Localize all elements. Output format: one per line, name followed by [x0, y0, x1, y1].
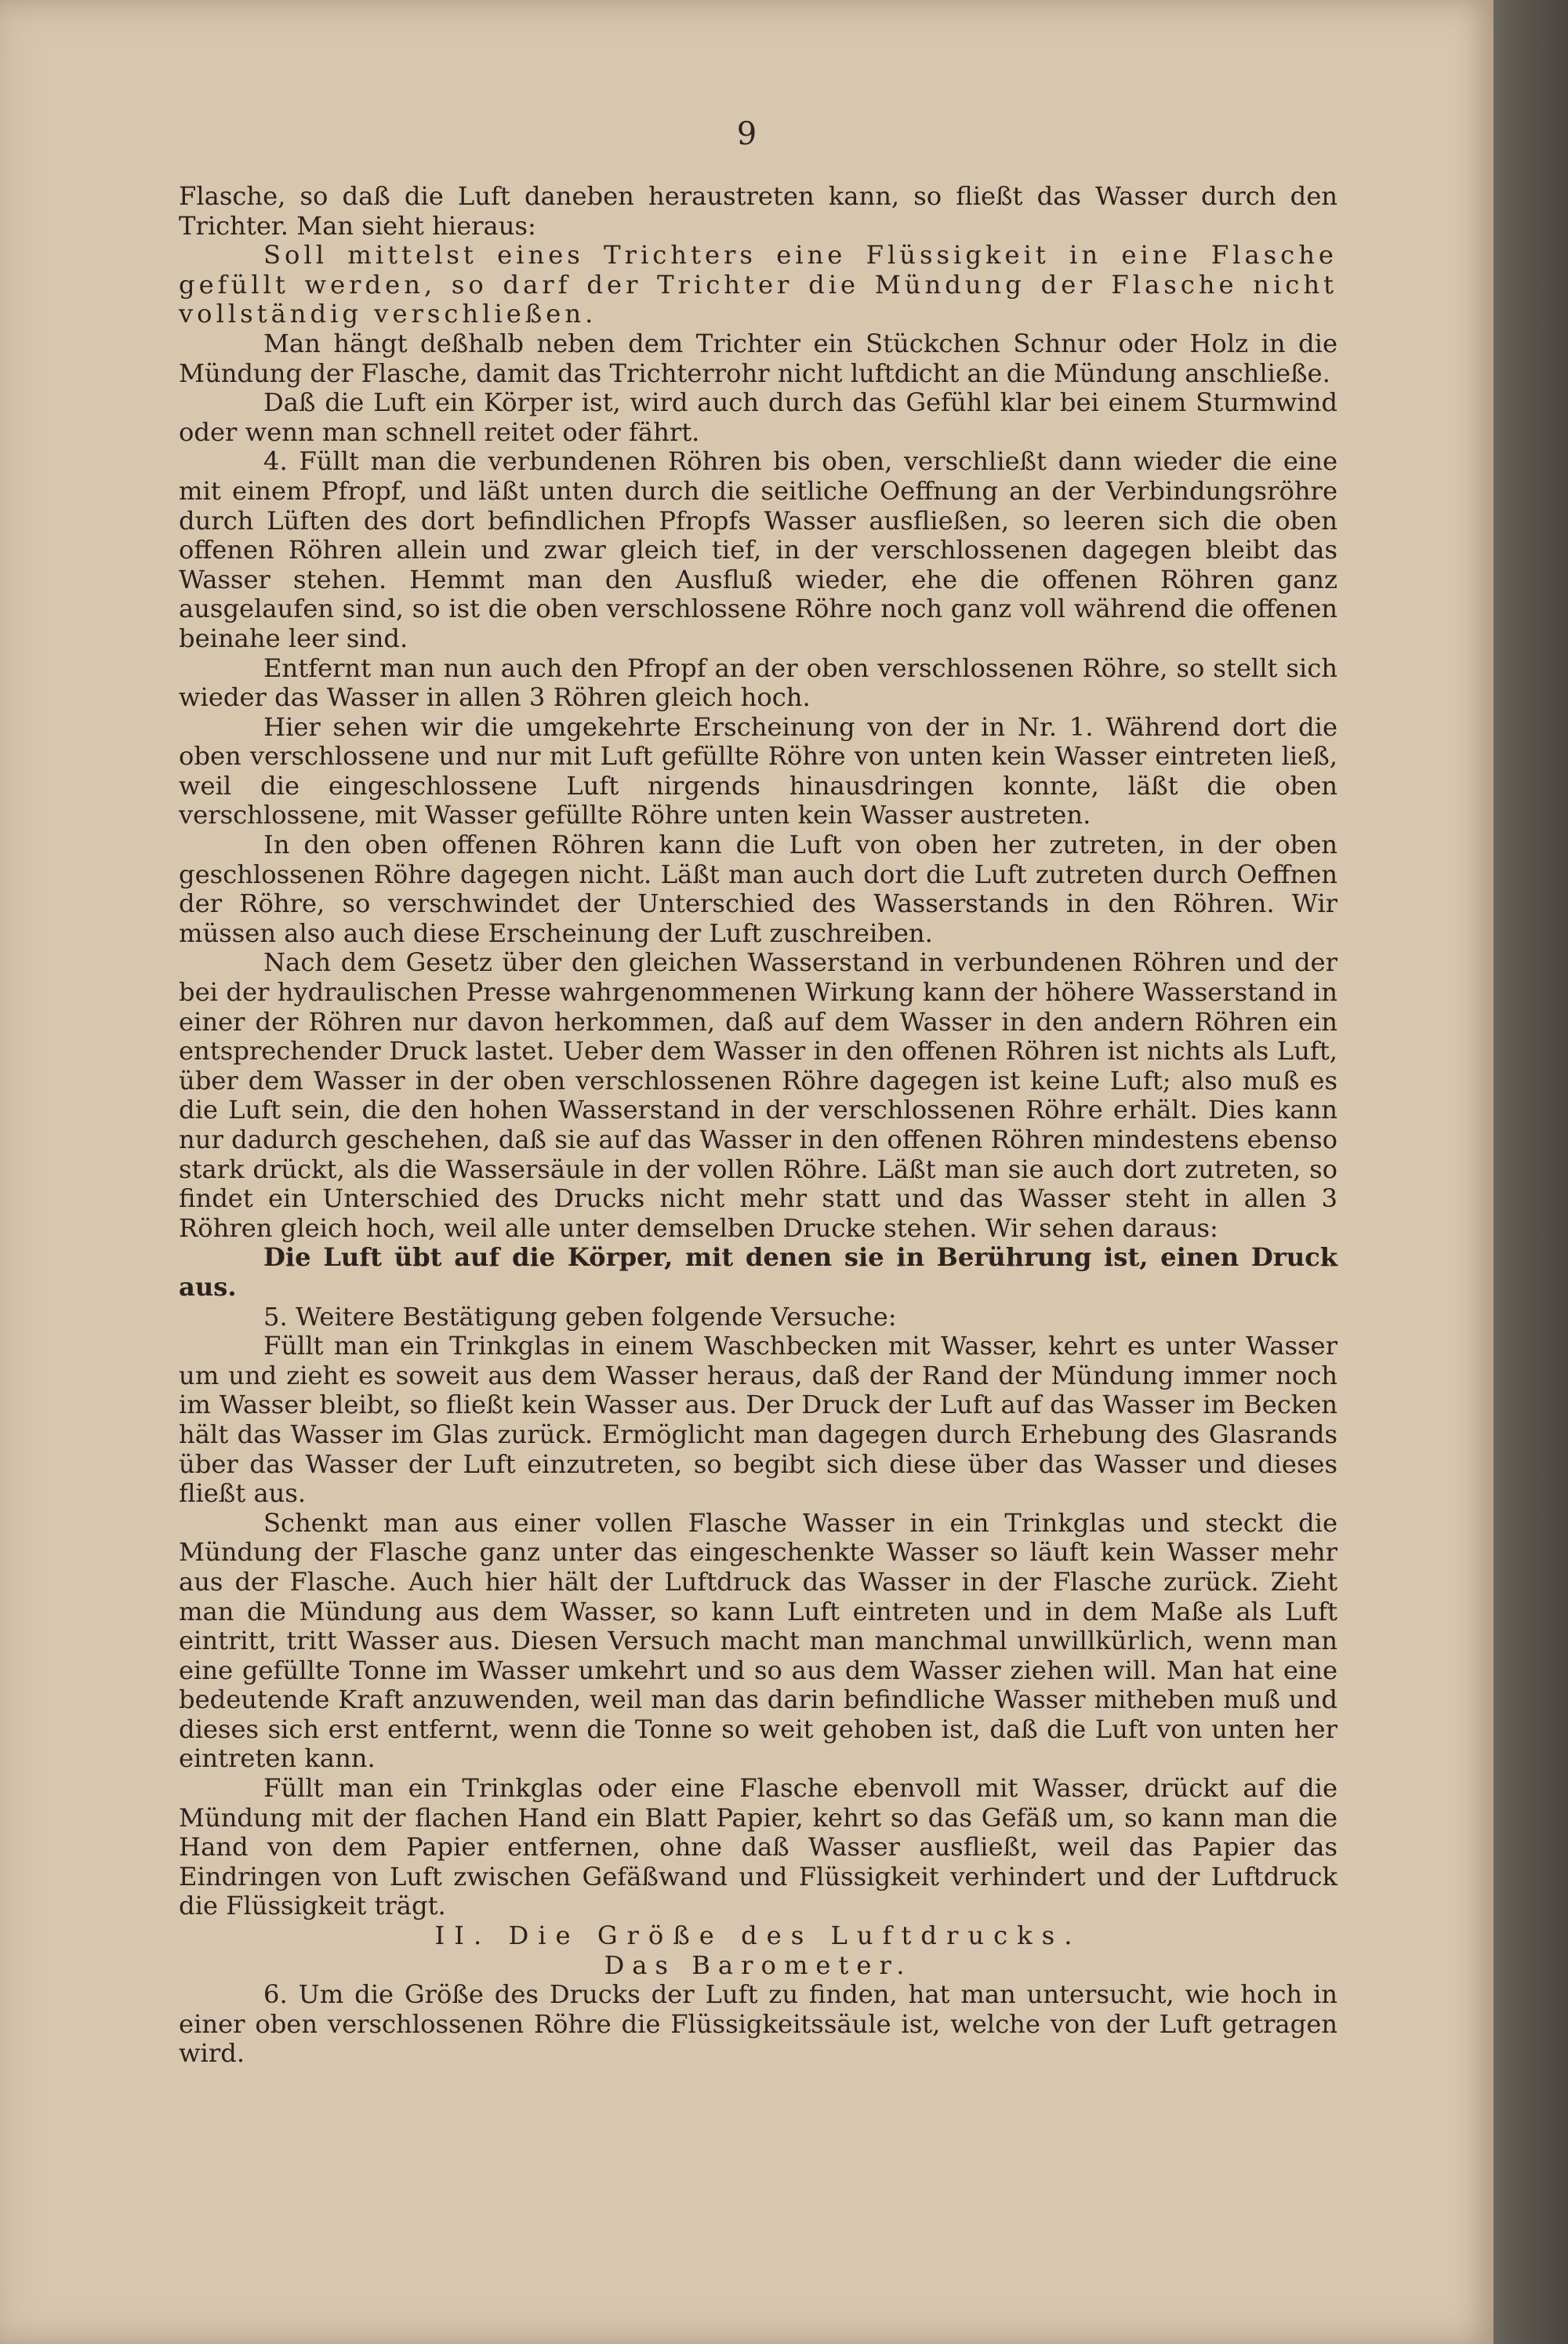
paragraph: Füllt man ein Trinkglas oder eine Flasche ebenvoll mit Wasser, drückt auf die Mündung mit der flachen Hand ein Blatt Papier, kehrt so das Gefäß um, so kann man die Hand von dem Papier entfernen, ohne daß Wasser ausfließt, weil das Papier das Eindringen von Luft zwischen Gefäßwand und Flüssigkeit verhindert und der Luftdruck die Flüssigkeit trägt. — [179, 1773, 1338, 1921]
page-text — [179, 182, 1338, 2069]
paragraph: Daß die Luft ein Körper ist, wird auch durch das Gefühl klar bei einem Sturmwind oder wenn man schnell reitet oder fährt. — [179, 387, 1338, 447]
paragraph: Entfernt man nun auch den Pfropf an der oben verschlossenen Röhre, so stellt sich wieder das Wasser in allen 3 Röhren gleich hoch. — [179, 652, 1338, 713]
page-number: 9 — [736, 116, 757, 152]
paragraph-rule: Die Luft übt auf die Körper, mit denen sie in Berührung ist, einen Druck aus. — [179, 1242, 1338, 1302]
paragraph: 6. Um die Größe des Drucks der Luft zu finden, hat man untersucht, wie hoch in einer oben verschlossenen Röhre die Flüssigkeitssäule ist, welche von der Luft getragen wird. — [179, 1979, 1338, 2069]
paragraph: Man hängt deßhalb neben dem Trichter ein Stückchen Schnur oder Holz in die Mündung der Flasche, damit das Trichterrohr nicht luftdicht an die Mündung anschließe. — [179, 328, 1338, 388]
paragraph: Nach dem Gesetz über den gleichen Wasserstand in verbundenen Röhren und der bei der hydraulischen Presse wahrgenommenen Wirkung kann der höhere Wasserstand in einer der Röhren nur davon herkommen, daß auf dem Wasser in den andern Röhren ein entsprechender Druck lastet. Ueber dem Wasser in den offenen Röhren ist nichts als Luft, über dem Wasser in der oben verschlossenen Röhre dagegen ist keine Luft; also muß es die Luft sein, die den hohen Wasserstand in der verschlossenen Röhre erhält. Dies kann nur dadurch geschehen, daß sie auf das Wasser in den offenen Röhren mindestens ebenso stark drückt, als die Wassersäule in der vollen Röhre. Läßt man sie auch dort zutreten, so findet ein Unterschied des Drucks nicht mehr statt und das Wasser steht in allen 3 Röhren gleich hoch, weil alle unter demselben Drucke stehen. Wir sehen daraus: — [179, 947, 1338, 1243]
paragraph: Füllt man ein Trinkglas in einem Waschbecken mit Wasser, kehrt es unter Wasser um und zieht es soweit aus dem Wasser heraus, daß der Rand der Mündung immer noch im Wasser bleibt, so fließt kein Wasser aus. Der Druck der Luft auf das Wasser im Becken hält das Wasser im Glas zurück. Ermöglicht man dagegen durch Erhebung des Glasrands über das Wasser der Luft einzutreten, so begibt sich diese über das Wasser und dieses fließt aus. — [179, 1331, 1338, 1509]
paragraph: Schenkt man aus einer vollen Flasche Wasser in ein Trinkglas und steckt die Mündung der Flasche ganz unter das eingeschenkte Wasser so läuft kein Wasser mehr aus der Flasche. Auch hier hält der Luftdruck das Wasser in der Flasche zurück. Zieht man die Mündung aus dem Wasser, so kann Luft eintreten und in dem Maße als Luft eintritt, tritt Wasser aus. Diesen Versuch macht man manchmal unwillkürlich, wenn man eine gefüllte Tonne im Wasser umkehrt und so aus dem Wasser ziehen will. Man hat eine bedeutende Kraft anzuwenden, weil man das darin befindliche Wasser mitheben muß und dieses sich erst entfernt, wenn die Tonne so weit gehoben ist, daß die Luft von unten her eintreten kann. — [179, 1507, 1338, 1774]
paragraph: 4. Füllt man die verbundenen Röhren bis oben, verschließt dann wieder die eine mit einem Pfropf, und läßt unten durch die seitliche Oeffnung an der Verbindungsröhre durch Lüften des dort befindlichen Pfropfs Wasser ausfließen, so leeren sich die oben offenen Röhren allein und zwar gleich tief, in der verschlossenen dagegen bleibt das Wasser stehen. Hemmt man den Ausfluß wieder, ehe die offenen Röhren ganz ausgelaufen sind, so ist die oben verschlossene Röhre noch ganz voll während die offenen beinahe leer sind. — [179, 446, 1338, 653]
paragraph: Hier sehen wir die umgekehrte Erscheinung von der in Nr. 1. Während dort die oben verschlossene und nur mit Luft gefüllte Röhre von unten kein Wasser eintreten ließ, weil die eingeschlossene Luft nirgends hinausdringen konnte, läßt die oben verschlossene, mit Wasser gefüllte Röhre unten kein Wasser austreten. — [179, 711, 1338, 830]
section-subheading: Das Barometer. — [604, 1950, 913, 1980]
paragraph: 5. Weitere Bestätigung geben folgende Versuche: — [263, 1301, 897, 1332]
paragraph: Flasche, so daß die Luft daneben heraustreten kann, so fließt das Wasser durch den Trichter. Man sieht hieraus: — [179, 181, 1338, 241]
paragraph-rule: Soll mittelst eines Trichters eine Flüssigkeit in eine Flasche gefüllt werden, so darf der Trichter die Mündung der Flasche nicht vollständig verschließen. — [179, 240, 1338, 329]
section-heading: II. Die Größe des Luftdrucks. — [434, 1921, 1082, 1951]
paragraph: In den oben offenen Röhren kann die Luft von oben her zutreten, in der oben geschlossenen Röhre dagegen nicht. Läßt man auch dort die Luft zutreten durch Oeffnen der Röhre, so verschwindet der Unterschied des Wasserstands in den Röhren. Wir müssen also auch diese Erscheinung der Luft zuschreiben. — [179, 830, 1338, 948]
book-binding — [1494, 0, 1568, 2344]
